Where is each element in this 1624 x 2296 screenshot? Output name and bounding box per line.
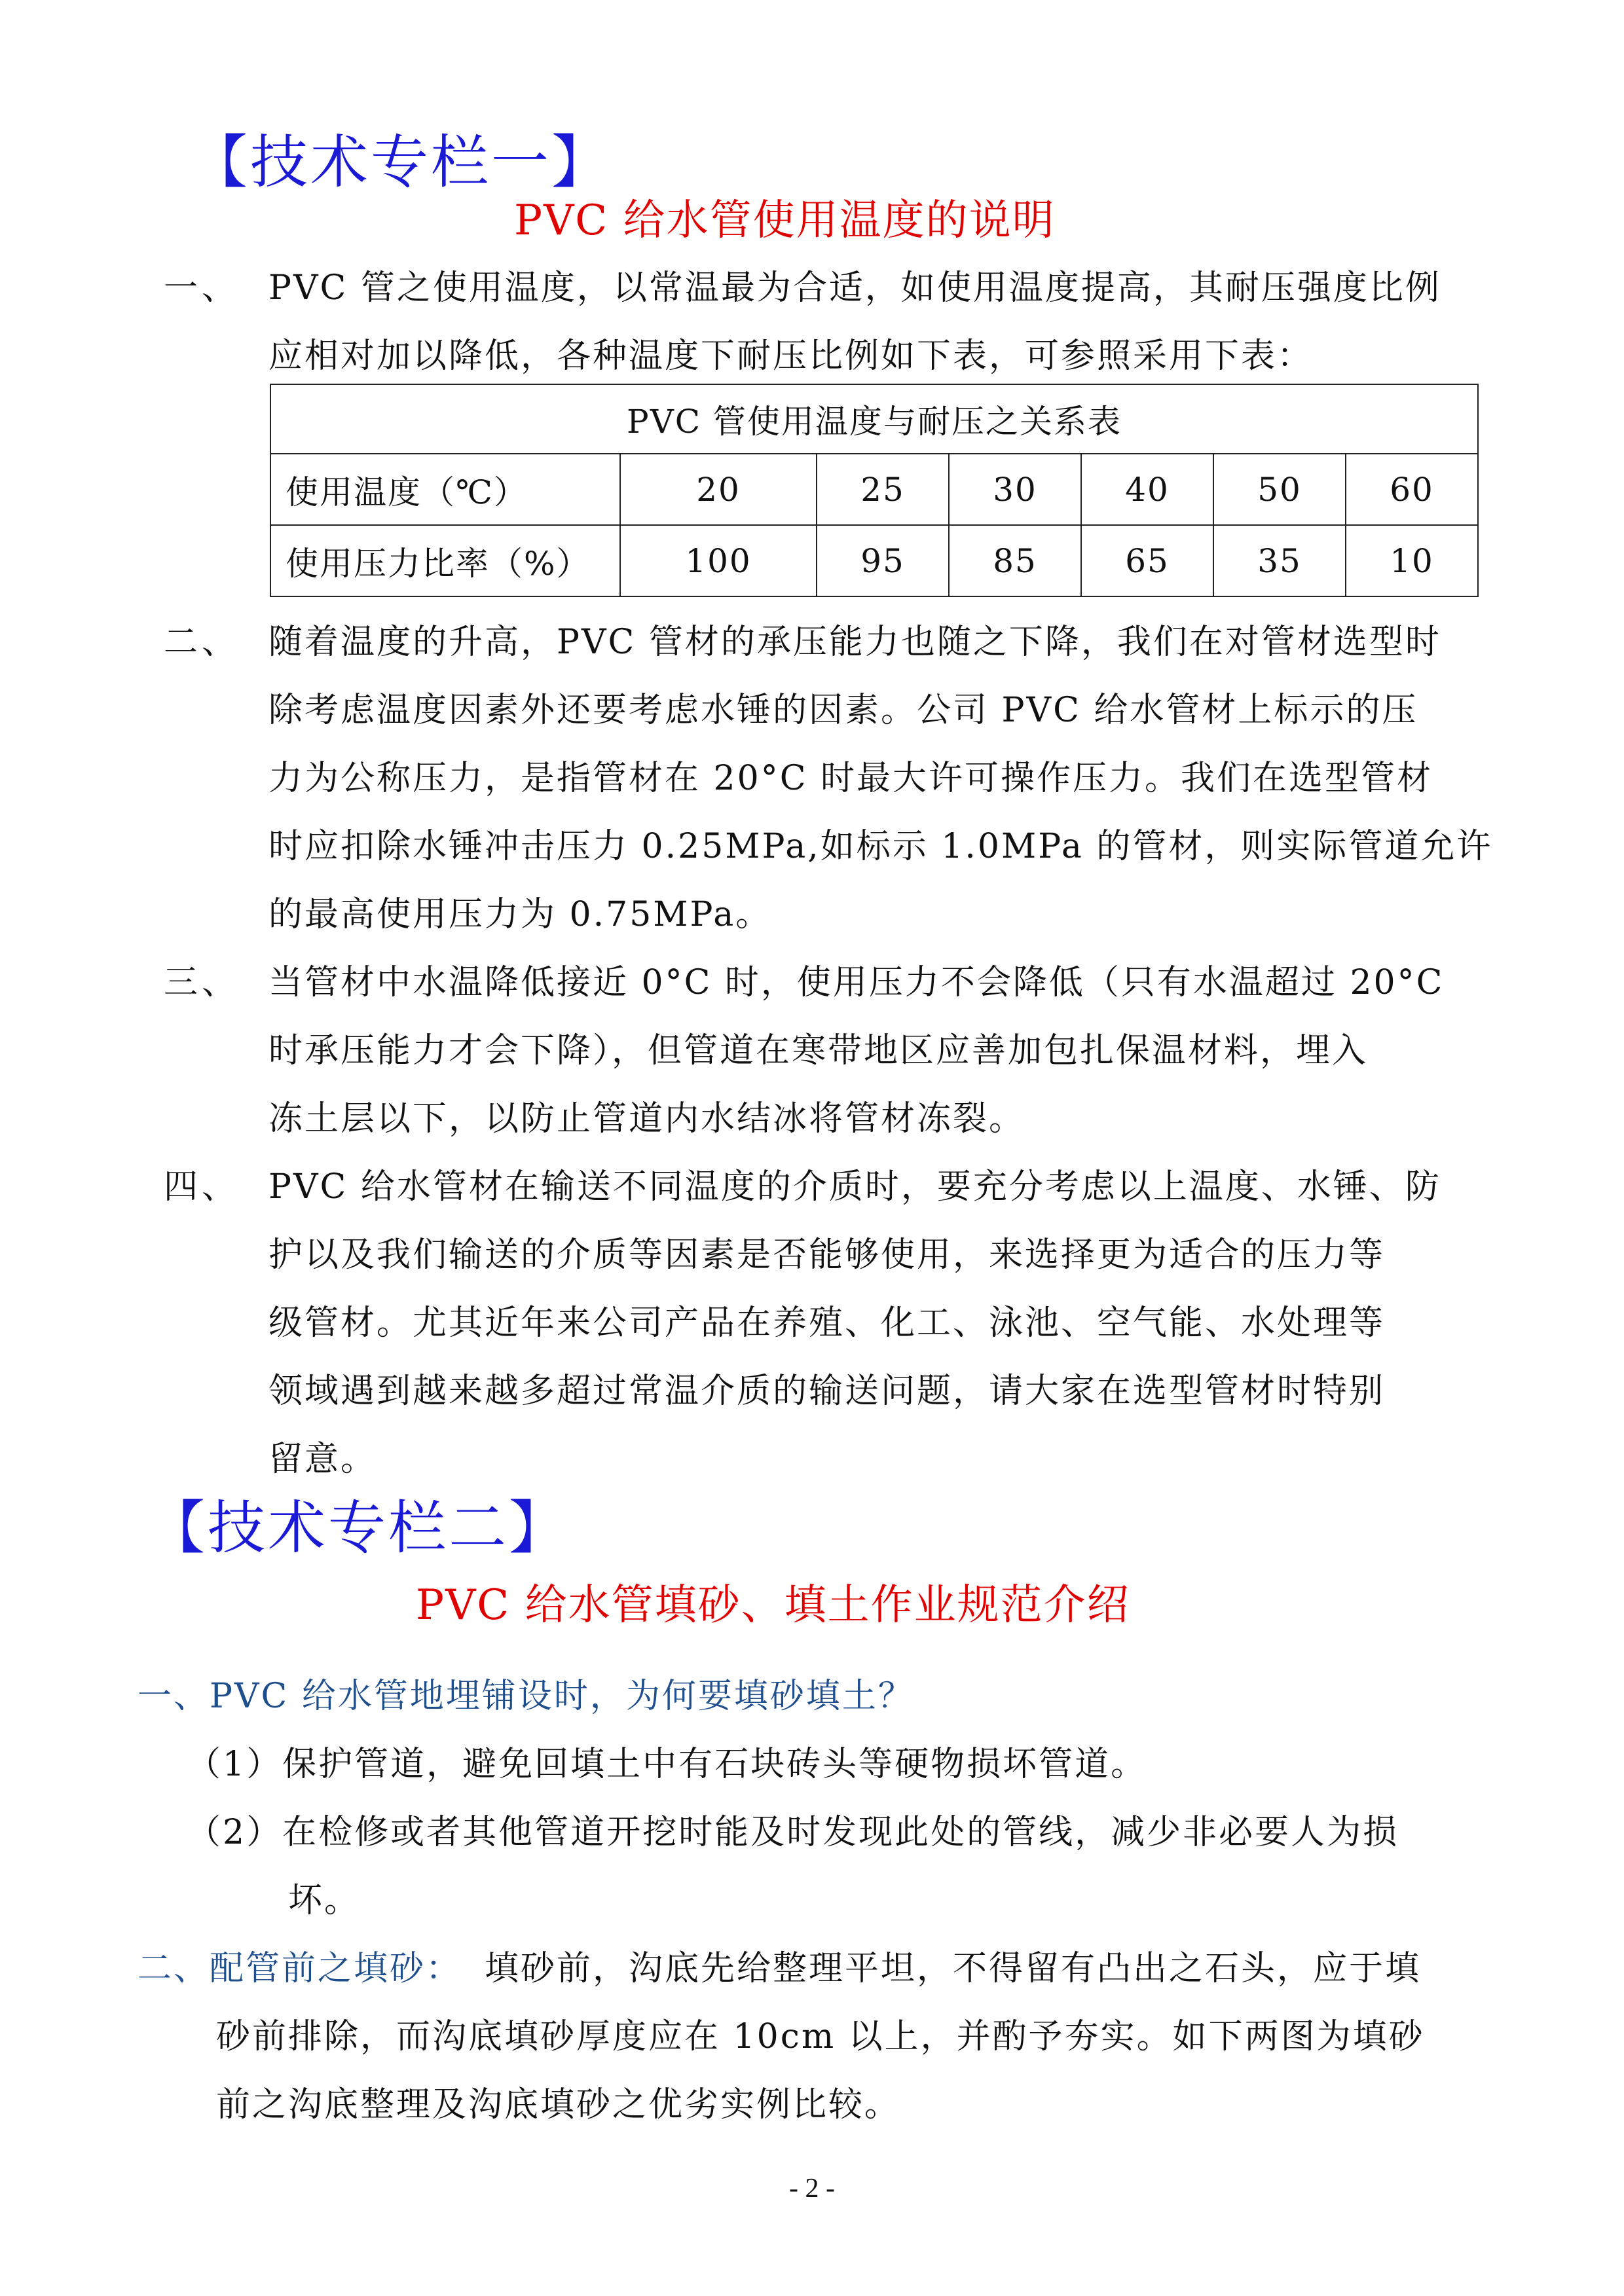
table-cell: 60 [1346,454,1478,525]
section-three-line: 冻土层以下，以防止管道内水结冰将管材冻裂。 [268,1099,1025,1139]
list-item-continuation: 坏。 [288,1881,361,1920]
section-four-number: 四、 [164,1167,240,1207]
table-cell: 100 [620,525,817,596]
temperature-pressure-table [270,384,1479,597]
column-one-heading: 【技术专栏一】 [190,128,612,196]
section-four-line: 留意。 [268,1440,377,1479]
list-item: （1）保护管道，避免回填土中有石块砖头等硬物损坏管道。 [187,1745,1147,1784]
table-cell: 25 [817,454,949,525]
section-three-number: 三、 [164,963,240,1002]
section-two-line: 力为公称压力，是指管材在 20°C 时最大许可操作压力。我们在选型管材 [268,759,1433,798]
column-two-title: PVC 给水管填砂、填土作业规范介绍 [416,1581,1130,1630]
section-two-line: 的最高使用压力为 0.75MPa。 [268,895,772,934]
table-row-label: 使用压力比率（%） [270,525,620,596]
section-four-line: 护以及我们输送的介质等因素是否能够使用，来选择更为适合的压力等 [268,1235,1386,1275]
section-two-label: 二、配管前之填砂： [138,1949,462,1988]
table-cell: 20 [620,454,817,525]
section-two-text: 砂前排除，而沟底填砂厚度应在 10cm 以上，并酌予夯实。如下两图为填砂 [216,2017,1425,2056]
section-two-text: 前之沟底整理及沟底填砂之优劣实例比较。 [216,2085,901,2124]
section-two-line: 时应扣除水锤冲击压力 0.25MPa,如标示 1.0MPa 的管材，则实际管道允许 [268,827,1493,866]
section-two-line: 除考虑温度因素外还要考虑水锤的因素。公司 PVC 给水管材上标示的压 [268,691,1418,730]
section-one-line: PVC 管之使用温度，以常温最为合适，如使用温度提高，其耐压强度比例 [268,268,1441,308]
section-two-number: 二、 [164,623,240,662]
section-one-line: 应相对加以降低，各种温度下耐压比例如下表，可参照采用下表： [268,337,1314,376]
section-one-number: 一、 [164,268,240,308]
section-four-line: 级管材。尤其近年来公司产品在养殖、化工、泳池、空气能、水处理等 [268,1303,1386,1343]
page-number: - 2 - [789,2174,835,2204]
table-cell: 30 [949,454,1081,525]
column-one-title: PVC 给水管使用温度的说明 [514,196,1056,245]
table-cell: 65 [1081,525,1213,596]
table-row [270,454,1478,525]
table-row-label: 使用温度（℃） [270,454,620,525]
section-two-text: 填砂前，沟底先给整理平坦，不得留有凸出之石头，应于填 [485,1949,1422,1988]
section-two-line: 随着温度的升高，PVC 管材的承压能力也随之下降，我们在对管材选型时 [268,623,1441,662]
section-three-line: 时承压能力才会下降），但管道在寒带地区应善加包扎保温材料，埋入 [268,1031,1369,1070]
table-cell: 85 [949,525,1081,596]
list-item: （2）在检修或者其他管道开挖时能及时发现此处的管线，减少非必要人为损 [187,1813,1399,1852]
table-cell: 50 [1213,454,1346,525]
table-row [270,525,1478,596]
table-cell: 40 [1081,454,1213,525]
table-caption: PVC 管使用温度与耐压之关系表 [270,384,1478,454]
column-two-heading: 【技术专栏二】 [147,1494,570,1561]
table-cell: 10 [1346,525,1478,596]
section-three-line: 当管材中水温降低接近 0°C 时，使用压力不会降低（只有水温超过 20°C [268,963,1445,1002]
question-one: 一、PVC 给水管地埋铺设时，为何要填砂填土？ [138,1677,914,1716]
table-cell: 95 [817,525,949,596]
section-four-line: 领域遇到越来越多超过常温介质的输送问题，请大家在选型管材时特别 [268,1372,1386,1411]
table-cell: 35 [1213,525,1346,596]
section-four-line: PVC 给水管材在输送不同温度的介质时，要充分考虑以上温度、水锤、防 [268,1167,1441,1207]
